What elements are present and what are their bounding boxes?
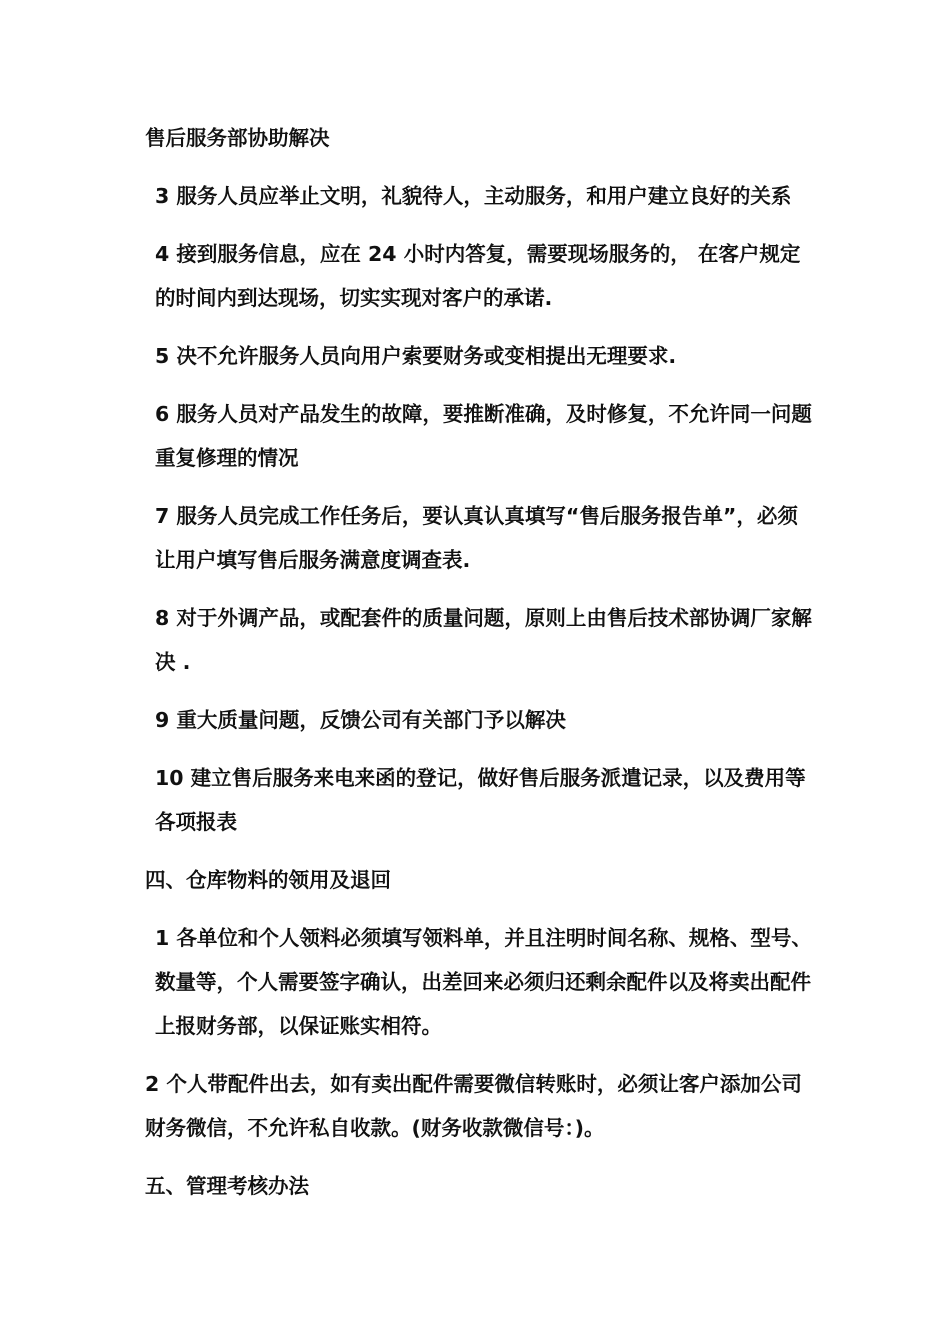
item-6: 6 服务人员对产品发生的故障，要推断准确，及时修复，不允许同一问题重复修理的情况 <box>155 402 812 470</box>
section-heading-5: 五、管理考核办法 <box>145 1174 309 1198</box>
item-8: 8 对于外调产品，或配套件的质量问题，原则上由售后技术部协调厂家解决 . <box>155 606 812 674</box>
item-9: 9 重大质量问题，反馈公司有关部门予以解决 <box>155 708 566 732</box>
item-3: 3 服务人员应举止文明，礼貌待人，主动服务，和用户建立良好的关系 <box>155 184 792 208</box>
item-5: 5 决不允许服务人员向用户索要财务或变相提出无理要求. <box>155 344 677 368</box>
item-10: 10 建立售后服务来电来函的登记，做好售后服务派遣记录，以及费用等各项报表 <box>155 766 806 834</box>
warehouse-item-1: 1 各单位和个人领料必须填写领料单，并且注明时间名称、规格、型号、数量等，个人需要签字确认，出差回来必须归还剩余配件以及将卖出配件上报财务部，以保证账实相符。 <box>155 926 812 1038</box>
warehouse-item-2: 2 个人带配件出去，如有卖出配件需要微信转账时，必须让客户添加公司财务微信，不允许私自收款。(财务收款微信号：)。 <box>145 1072 802 1140</box>
item-4: 4 接到服务信息，应在 24 小时内答复，需要现场服务的， 在客户规定的时间内到达现场，切实实现对客户的承诺. <box>155 242 801 310</box>
paragraph-continuation: 售后服务部协助解决 <box>145 126 330 150</box>
document-page <box>145 116 815 1222</box>
item-7: 7 服务人员完成工作任务后，要认真认真填写“售后服务报告单”，必须让用户填写售后服务满意度调查表. <box>155 504 798 572</box>
section-heading-4: 四、仓库物料的领用及退回 <box>145 868 391 892</box>
